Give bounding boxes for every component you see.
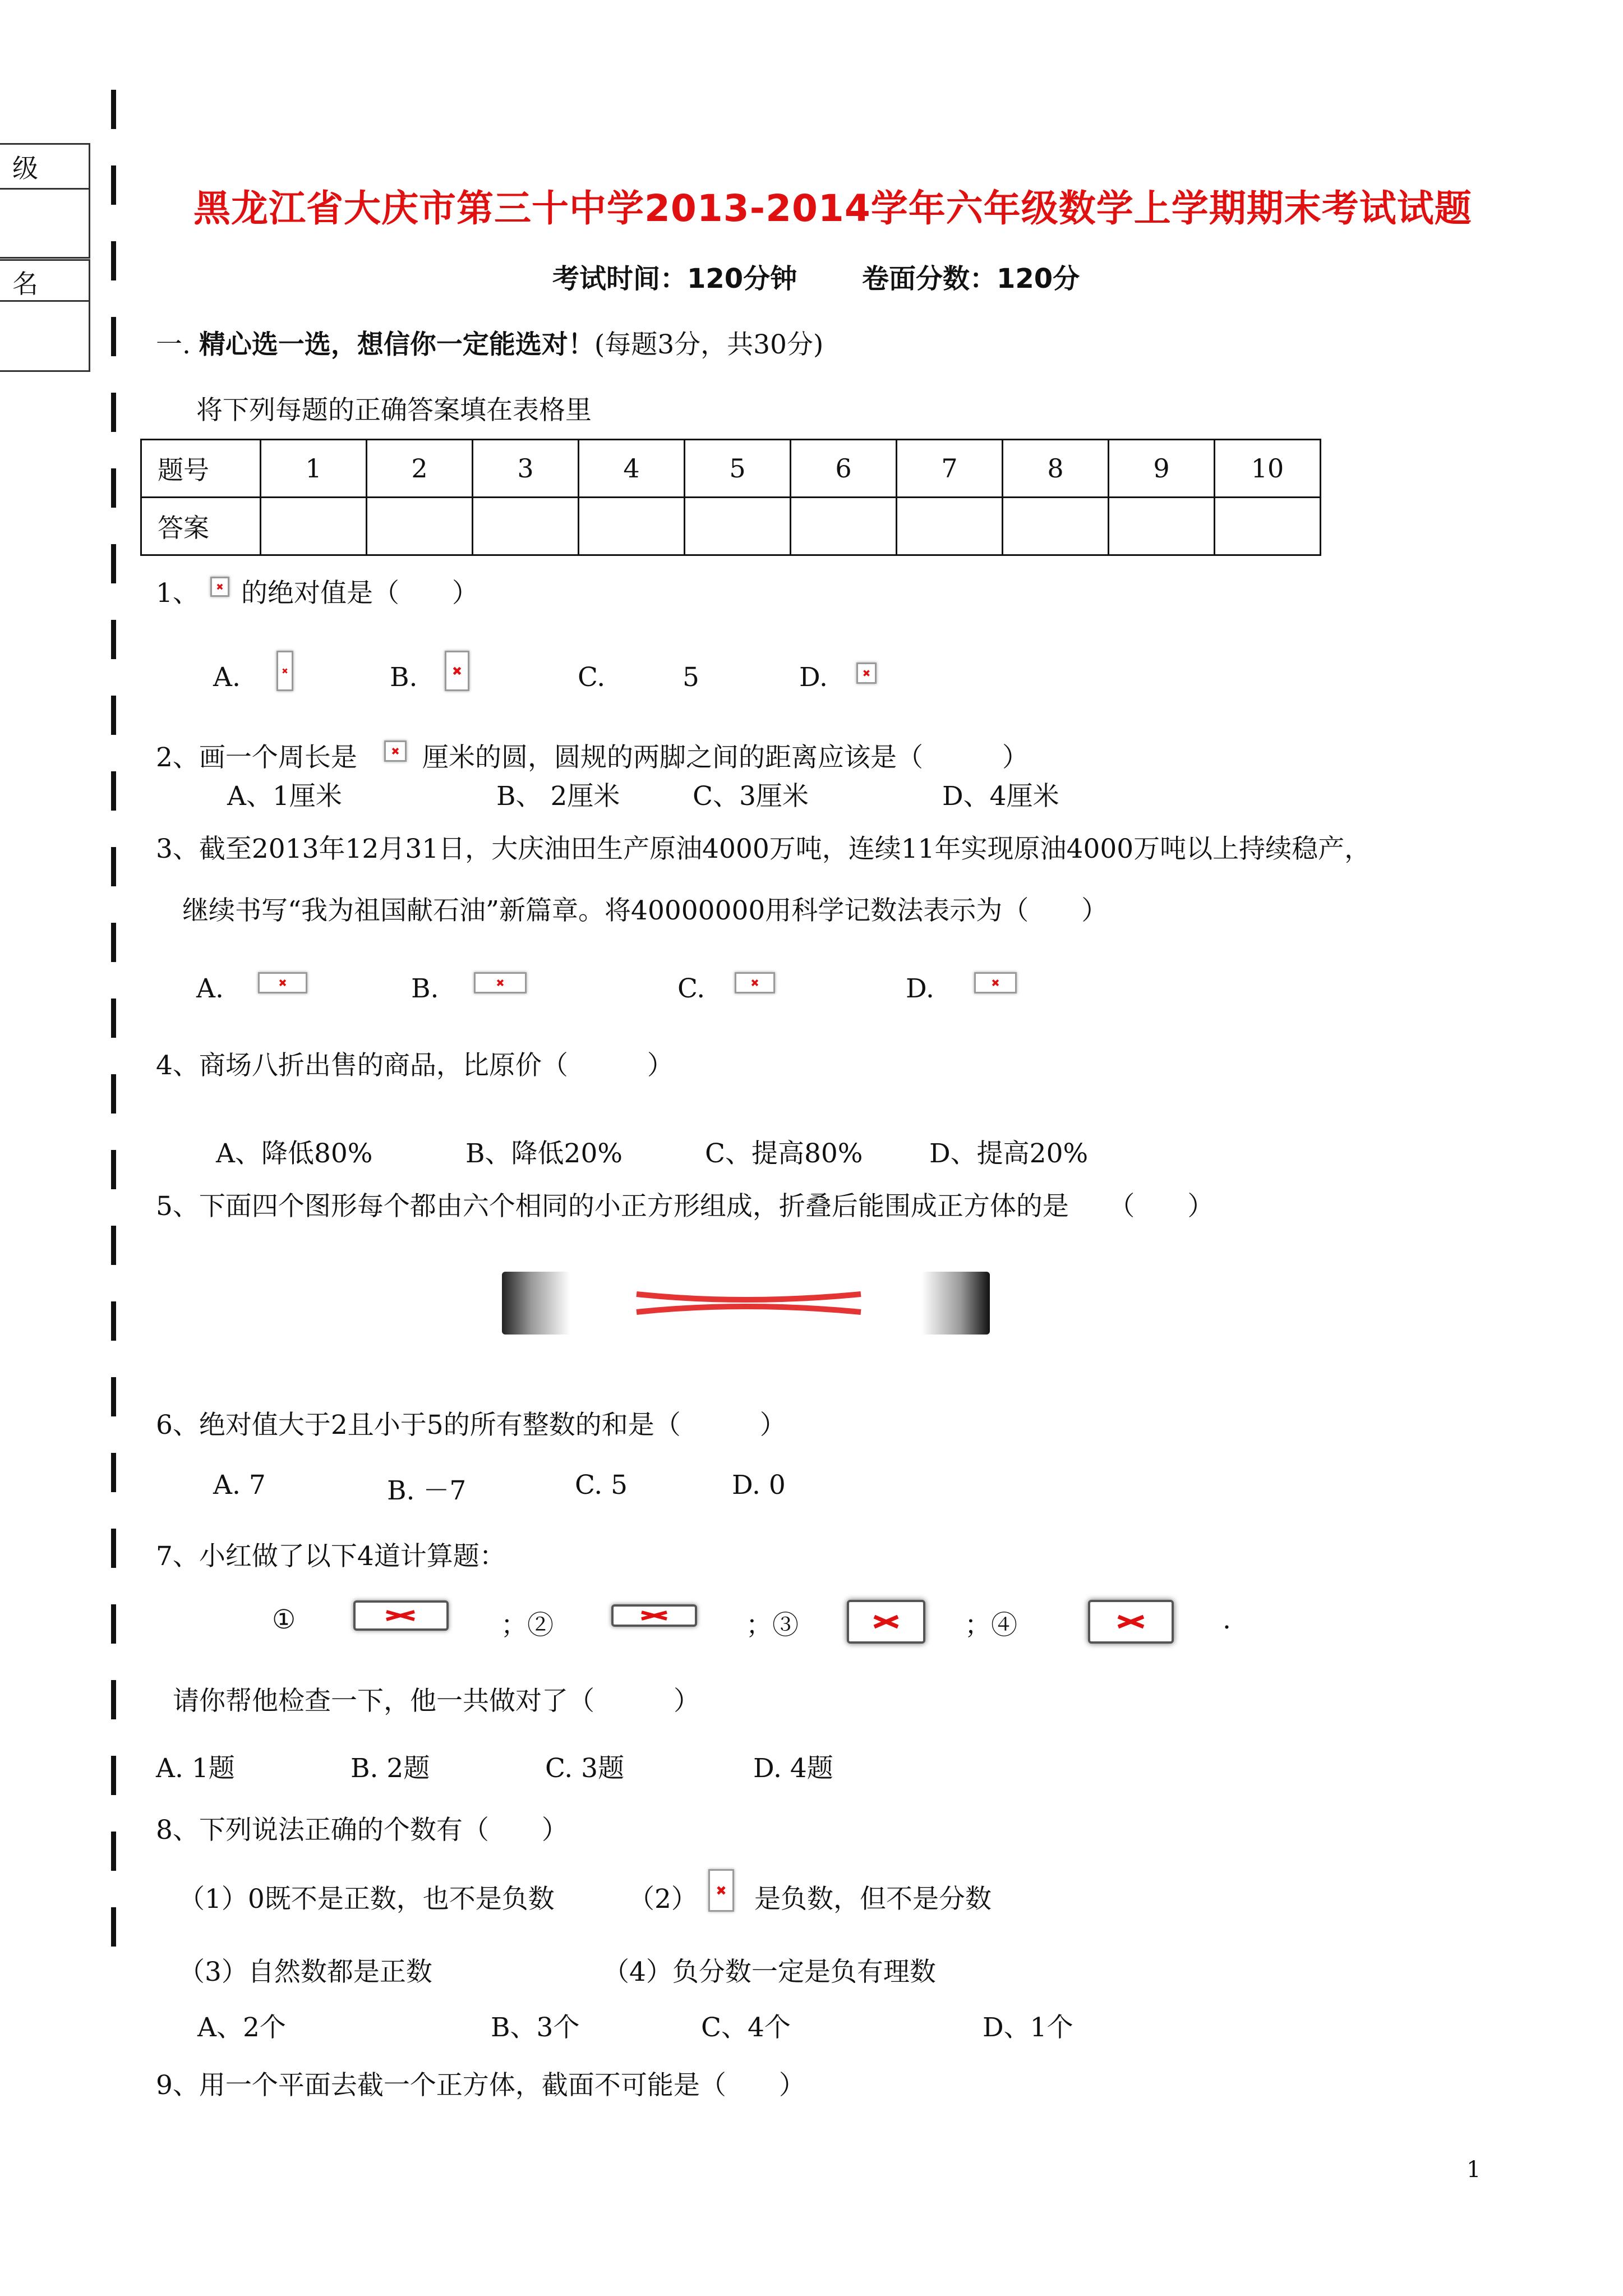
q9-stem: 9、用一个平面去截一个正方体，截面不可能是（ ） [156, 2070, 805, 2101]
answer-table-header-row [141, 440, 1321, 498]
answer-table-row1-header: 题号 [141, 440, 261, 498]
binding-dash [111, 393, 116, 432]
q7-check-text: 请你帮他检查一下，他一共做对了（ ） [173, 1686, 700, 1717]
broken-image-cross-icon [260, 974, 306, 992]
q7-expression-3-image [847, 1600, 925, 1644]
q3-option-d-label: D. [906, 973, 934, 1004]
q5-stem: 5、下面四个图形每个都由六个相同的小正方形组成，折叠后能围成正方体的是 （ ） [156, 1191, 1214, 1222]
broken-image-icon [258, 972, 307, 993]
side-name-divider [0, 300, 89, 302]
binding-dash [111, 1074, 116, 1114]
q3-stem-line1: 3、截至2013年12月31日，大庆油田生产原油4000万吨，连续11年实现原油4000万吨以上持续稳产， [156, 834, 1371, 864]
answer-cell[interactable] [1109, 498, 1215, 555]
answer-cell[interactable] [473, 498, 579, 555]
answer-cell[interactable] [791, 498, 897, 555]
broken-image-cross-icon [710, 1871, 732, 1910]
q7-expression-1-image [353, 1600, 449, 1631]
q8-statement-4: （4）负分数一定是负有理数 [603, 1957, 936, 1987]
exam-score: 卷面分数：120分 [862, 263, 1080, 295]
section1-number: 一. [156, 329, 191, 360]
binding-dash [111, 771, 116, 811]
answer-table-number: 10 [1215, 440, 1321, 498]
q3-option-b-label: B. [411, 973, 439, 1004]
answer-table-number: 2 [367, 440, 473, 498]
section1-title: 精心选一选，想信你一定能选对！ [199, 329, 594, 360]
q8-option-a: A、2个 [197, 2012, 286, 2043]
binding-dash [111, 1529, 116, 1568]
q8-statement-2-end: 是负数，但不是分数 [754, 1884, 992, 1915]
q6-stem: 6、绝对值大于2且小于5的所有整数的和是（ ） [156, 1410, 786, 1441]
binding-dash [111, 1756, 116, 1795]
answer-table-number: 8 [1003, 440, 1109, 498]
answer-table-number: 6 [791, 440, 897, 498]
binding-dash [111, 1150, 116, 1189]
q1-option-b-label: B. [390, 662, 418, 693]
q6-option-b: B. －7 [387, 1475, 467, 1506]
q4-option-b: B、降低20% [465, 1138, 623, 1169]
broken-image-cross-icon [976, 974, 1015, 992]
q8-statement-2-start: （2） [628, 1884, 698, 1915]
binding-dash [111, 696, 116, 735]
binding-dash [111, 1453, 116, 1492]
q8-stem: 8、下列说法正确的个数有（ ） [156, 1815, 568, 1846]
broken-image-icon [384, 740, 407, 762]
answer-table-row2-header: 答案 [141, 498, 261, 555]
section1-note: (每题3分，共30分) [594, 329, 824, 360]
q6-option-a: A. 7 [213, 1470, 266, 1501]
answer-cell[interactable] [367, 498, 473, 555]
broken-image-icon [276, 651, 293, 691]
binding-dash [111, 1301, 116, 1341]
q8-option-b: B、3个 [491, 2012, 580, 2043]
side-grade-divider [0, 188, 89, 190]
q3-option-c-label: C. [677, 973, 706, 1004]
q8-option-d: D、1个 [983, 2012, 1073, 2043]
answer-table [140, 439, 1321, 556]
binding-dash [111, 468, 116, 508]
answer-cell[interactable] [579, 498, 685, 555]
q8-option-c: C、4个 [701, 2012, 791, 2043]
binding-dash [111, 90, 116, 129]
broken-image-cross-icon [858, 664, 875, 682]
binding-dash [111, 1604, 116, 1644]
binding-dash [111, 317, 116, 356]
answer-cell[interactable] [1215, 498, 1321, 555]
q7-expression-4-image [1088, 1600, 1174, 1644]
broken-image-cross-icon [212, 578, 228, 595]
q7-option-c: C. 3题 [545, 1753, 625, 1784]
broken-image-cross-icon [446, 652, 468, 689]
binding-dash [111, 999, 116, 1038]
broken-image-icon [445, 651, 469, 691]
q7-stem: 7、小红做了以下4道计算题： [156, 1541, 506, 1572]
q7-option-a: A. 1题 [156, 1753, 235, 1784]
q7-expression-2-image [611, 1604, 697, 1627]
binding-dash [111, 1226, 116, 1265]
q2-option-b: B、 2厘米 [496, 781, 620, 812]
binding-dash [111, 847, 116, 886]
q7-marker-3: ；③ [746, 1610, 799, 1641]
binding-dash [111, 1832, 116, 1871]
broken-image-icon [474, 972, 527, 993]
broken-image-cross-icon [278, 652, 292, 689]
answer-table-number: 9 [1109, 440, 1215, 498]
q7-marker-2: ；② [501, 1610, 554, 1641]
broken-image-icon [974, 972, 1017, 993]
q2-stem-start: 2、画一个周长是 [156, 742, 357, 773]
q7-marker-1: ① [272, 1604, 296, 1635]
binding-dash [111, 620, 116, 659]
exam-title: 黑龙江省大庆市第三十中学2013-2014学年六年级数学上学期期末考试试题 [193, 187, 1472, 230]
broken-image-cross-icon [386, 742, 405, 760]
answer-table-number: 4 [579, 440, 685, 498]
answer-cell[interactable] [685, 498, 791, 555]
answer-table-answer-row [141, 498, 1321, 555]
q7-marker-4: ；④ [965, 1610, 1017, 1641]
q1-stem: 的绝对值是（ ） [241, 578, 478, 609]
q6-option-d: D. 0 [732, 1470, 786, 1501]
side-name-label: 名 [12, 269, 38, 299]
broken-image-cross-icon [476, 974, 525, 992]
q3-stem-line2: 继续书写“我为祖国献石油”新篇章。将40000000用科学记数法表示为（ ） [182, 895, 1108, 926]
page-number: 1 [1467, 2157, 1481, 2183]
q1-option-c-value: 5 [683, 662, 699, 693]
q3-option-a-label: A. [196, 973, 224, 1004]
q1-option-a-label: A. [213, 662, 241, 693]
q8-statement-1: （1）0既不是正数，也不是负数 [178, 1884, 555, 1915]
binding-dash [111, 1907, 116, 1947]
binding-dash [111, 923, 116, 962]
binding-dash [111, 544, 116, 583]
binding-dash [111, 241, 116, 280]
section1-heading [156, 324, 823, 361]
q8-statement-3: （3）自然数都是正数 [178, 1957, 432, 1987]
broken-image-cross-icon [736, 974, 773, 992]
broken-image-icon [856, 662, 877, 684]
q4-option-c: C、提高80% [705, 1138, 863, 1169]
answer-table-number: 7 [897, 440, 1003, 498]
answer-cell[interactable] [261, 498, 367, 555]
q1-option-d-label: D. [799, 662, 828, 693]
binding-dash [111, 1377, 116, 1416]
q6-option-c: C. 5 [575, 1470, 628, 1501]
section1-instruction: 将下列每题的正确答案填在表格里 [196, 395, 592, 426]
q1-option-c-label: C. [578, 662, 606, 693]
broken-image-icon [735, 972, 775, 993]
q2-option-a: A、1厘米 [227, 781, 342, 812]
q2-option-c: C、3厘米 [693, 781, 809, 812]
q2-stem-end: 厘米的圆，圆规的两脚之间的距离应该是（ ） [422, 742, 1029, 773]
q5-broken-figure-image [502, 1272, 990, 1335]
side-grade-label: 级 [12, 153, 38, 183]
answer-table-number: 5 [685, 440, 791, 498]
broken-image-icon [210, 577, 229, 597]
q1-number: 1、 [156, 578, 199, 609]
answer-table-number: 3 [473, 440, 579, 498]
broken-image-cross-icon [502, 1272, 990, 1335]
q4-stem: 4、商场八折出售的商品，比原价（ ） [156, 1050, 674, 1081]
exam-time: 考试时间：120分钟 [552, 263, 797, 295]
binding-dash [111, 165, 116, 205]
q2-option-d: D、4厘米 [942, 781, 1059, 812]
answer-cell[interactable] [1003, 498, 1109, 555]
q7-option-d: D. 4题 [753, 1753, 833, 1784]
answer-table-number: 1 [261, 440, 367, 498]
binding-dash [111, 1680, 116, 1719]
q4-option-a: A、降低80% [216, 1138, 373, 1169]
q7-end-period: . [1223, 1604, 1231, 1635]
answer-cell[interactable] [897, 498, 1003, 555]
q7-option-b: B. 2题 [351, 1753, 430, 1784]
q4-option-d: D、提高20% [929, 1138, 1089, 1169]
broken-image-icon [708, 1869, 734, 1912]
